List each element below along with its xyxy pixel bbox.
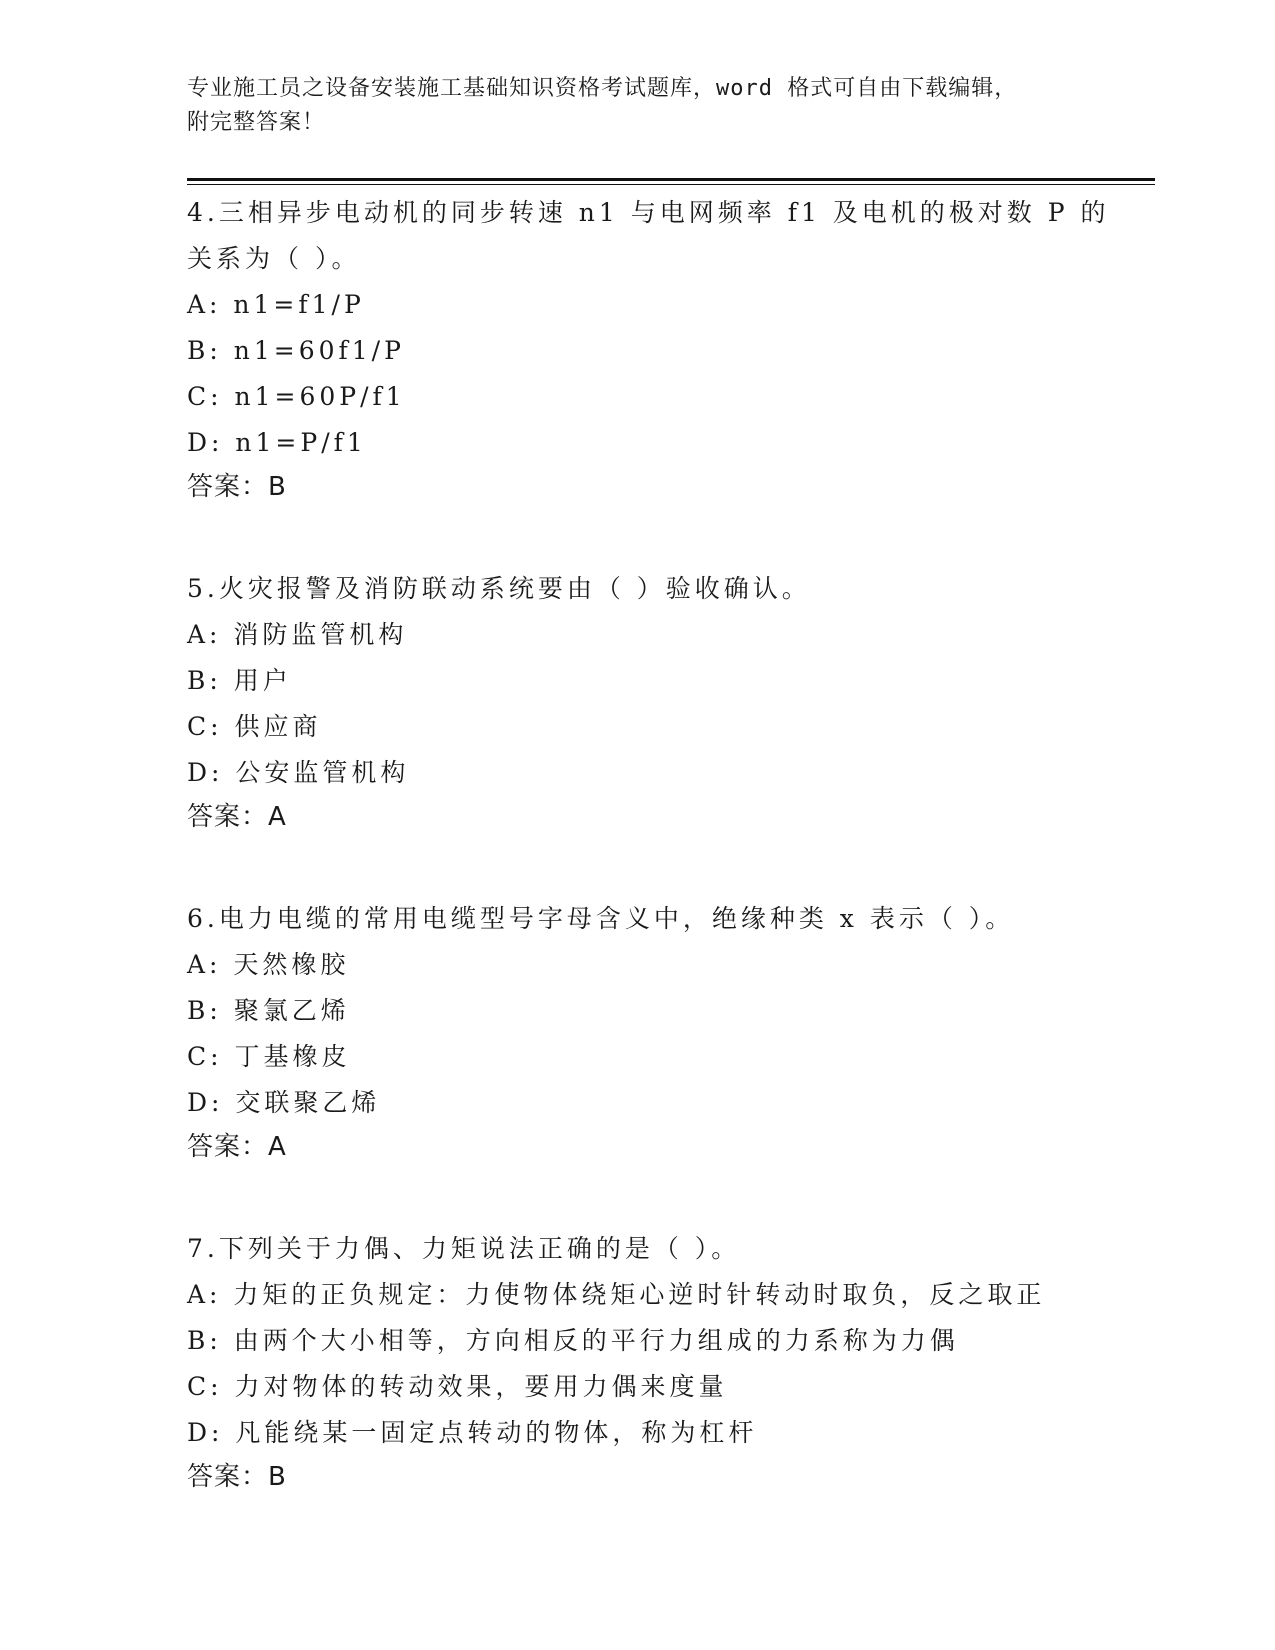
question-4 <box>187 190 1127 508</box>
header-divider-thick <box>187 178 1155 181</box>
option-d: D: 凡能绕某一固定点转动的物体，称为杠杆 <box>187 1418 758 1447</box>
option-b: B: 由两个大小相等，方向相反的平行力组成的力系称为力偶 <box>187 1326 959 1355</box>
question-7 <box>187 1226 1127 1498</box>
option-d: D: n1=P/f1 <box>187 428 367 457</box>
header-divider-thin <box>187 184 1155 185</box>
answer-label: 答案：A <box>187 802 287 832</box>
question-stem-continued: 关系为（ ）。 <box>187 244 361 273</box>
option-c: C: n1=60P/f1 <box>187 382 406 411</box>
option-b: B: n1=60f1/P <box>187 336 405 365</box>
answer-label: 答案：B <box>187 472 287 502</box>
document-header <box>187 72 1087 140</box>
option-a: A: 天然橡胶 <box>187 950 350 979</box>
option-c: C: 丁基橡皮 <box>187 1042 351 1071</box>
question-6 <box>187 896 1127 1168</box>
option-c: C: 供应商 <box>187 712 322 741</box>
answer-label: 答案：A <box>187 1132 287 1162</box>
option-a: A: 消防监管机构 <box>187 620 408 649</box>
question-stem: 6.电力电缆的常用电缆型号字母含义中，绝缘种类 x 表示（ ）。 <box>187 904 1015 933</box>
option-a: A: 力矩的正负规定：力使物体绕矩心逆时针转动时取负，反之取正 <box>187 1280 1046 1309</box>
answer-label: 答案：B <box>187 1462 287 1492</box>
question-list <box>187 190 1127 1556</box>
question-5 <box>187 566 1127 838</box>
header-line-1: 专业施工员之设备安装施工基础知识资格考试题库，word 格式可自由下载编辑， <box>187 76 1018 101</box>
question-stem: 7.下列关于力偶、力矩说法正确的是（ ）。 <box>187 1234 741 1263</box>
option-d: D: 公安监管机构 <box>187 758 410 787</box>
option-a: A: n1=f1/P <box>187 290 365 319</box>
option-c: C: 力对物体的转动效果，要用力偶来度量 <box>187 1372 728 1401</box>
option-b: B: 聚氯乙烯 <box>187 996 350 1025</box>
question-stem: 5.火灾报警及消防联动系统要由（ ）验收确认。 <box>187 574 811 603</box>
header-line-2: 附完整答案！ <box>187 110 326 135</box>
option-b: B: 用户 <box>187 666 292 695</box>
option-d: D: 交联聚乙烯 <box>187 1088 381 1117</box>
question-stem: 4.三相异步电动机的同步转速 n1 与电网频率 f1 及电机的极对数 P 的 <box>187 198 1110 227</box>
